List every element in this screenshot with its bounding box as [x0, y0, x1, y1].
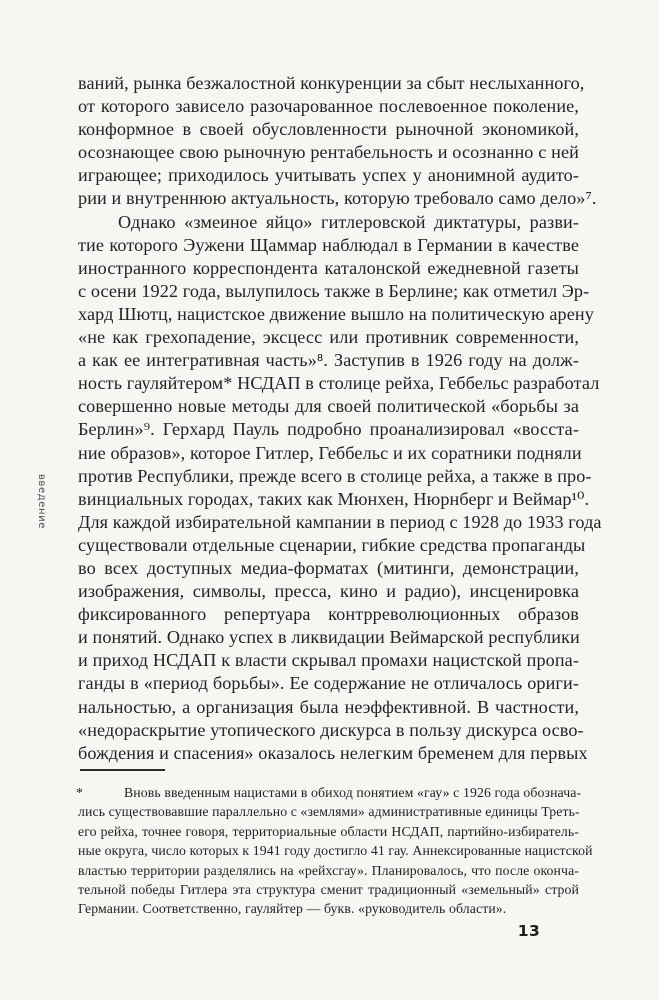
text-line: изображения, символы, пресса, кино и радио), инсценировка	[78, 581, 579, 602]
text-line: Однако «змеиное яйцо» гитлеровской диктатуры, разви-	[118, 211, 579, 232]
text-line: иностранного корреспондента каталонской ежедневной газеты	[78, 257, 579, 278]
text-line: бождения и спасения» оказалось нелегким бременем для первых	[78, 742, 588, 763]
paragraph	[78, 211, 602, 765]
footnote-line: его рейха, точнее говоря, территориальные области НСДАП, партийно-избиратель-	[78, 823, 579, 839]
footnote-marker: *	[76, 785, 83, 800]
text-line: ность гауляйтером* НСДАП в столице рейха, Геббельс разработал	[78, 373, 600, 394]
text-line: и понятий. Однако успех в ликвидации Веймарской республики	[78, 627, 580, 648]
text-line: от которого зависело разочарованное послевоенное поколение,	[78, 96, 579, 117]
text-line: Берлин»⁹. Герхард Пауль подробно проанализировал «восста-	[78, 419, 579, 440]
text-line: ваний, рынка безжалостной конкуренции за сбыт неслыханного,	[78, 73, 585, 93]
footnote-line	[76, 783, 582, 802]
text-line: хард Шютц, нацистское движение вышло на политическую арену	[78, 303, 594, 324]
text-line: винциальных городах, таких как Мюнхен, Нюрнберг и Веймар¹⁰.	[78, 488, 590, 509]
text-line: конформное в своей обусловленности рыночной экономикой,	[78, 119, 579, 140]
text-line: осознающее свою рыночную рентабельность и осознанно с ней	[78, 142, 579, 163]
body-text	[78, 72, 602, 765]
text-line: существовали отдельные сценарии, гибкие средства пропаганды	[78, 534, 586, 555]
text-line: «не как грехопадение, эксцесс или противник современности,	[78, 327, 579, 348]
text-line: ганды в «период борьбы». Ее содержание не отличалось ориги-	[78, 673, 579, 694]
text-line: тие которого Эужени Щаммар наблюдал в Германии в качестве	[78, 234, 579, 255]
footnote-text: Вновь введенным нацистами в обиход понятием «гау» с 1926 года обознача-	[124, 785, 582, 800]
text-line: ние образов», которое Гитлер, Геббельс и их соратники подняли	[78, 442, 582, 463]
footnote-line: ные округа, число которых к 1941 году достигло 41 гау. Аннексированные нацистской	[78, 843, 593, 859]
footnote-line: тельной победы Гитлера эта структура сменит традиционный «земельный» строй	[78, 882, 579, 898]
text-line: рии и внутреннюю актуальность, которую требовало само дело»⁷.	[78, 188, 597, 209]
page-number: 13	[517, 922, 541, 940]
chapter-margin-label: введение	[36, 474, 47, 529]
text-line: а как ее интегративная часть»⁸. Заступив в 1926 году на долж-	[78, 350, 579, 371]
text-line: фиксированного репертуара контрреволюционных образов	[78, 604, 579, 625]
text-line: совершенно новые методы для своей политической «борьбы за	[78, 396, 579, 417]
text-line: против Республики, прежде всего в столице рейха, а также в про-	[78, 465, 592, 486]
footnote-line: лись существовавшие параллельно с «землями» административные единицы Треть-	[78, 804, 580, 820]
text-line: во всех доступных медиа-форматах (митинги, демонстрации,	[78, 557, 579, 578]
text-line: Для каждой избирательной кампании в период с 1928 до 1933 года	[78, 511, 602, 532]
paragraph	[78, 72, 597, 211]
text-line: «недораскрытие утопического дискурса в пользу дискурса осво-	[78, 719, 584, 740]
text-line: играющее; приходилось учитывать успех у анонимной аудито-	[78, 165, 579, 186]
text-line: и приход НСДАП к власти скрывал промахи нацистской пропа-	[78, 650, 579, 671]
footnote-line: властью территории разделялись на «рейхсгау». Планировалось, что после оконча-	[78, 862, 579, 878]
text-line: нальностью, а организация была неэффективной. В частности,	[78, 696, 579, 717]
footnote	[76, 783, 593, 919]
footnote-line: Германии. Соответственно, гауляйтер — букв. «руководитель области».	[78, 901, 507, 917]
text-line: с осени 1922 года, вылупилось также в Берлине; как отметил Эр-	[78, 280, 590, 301]
footnote-divider	[80, 769, 165, 771]
